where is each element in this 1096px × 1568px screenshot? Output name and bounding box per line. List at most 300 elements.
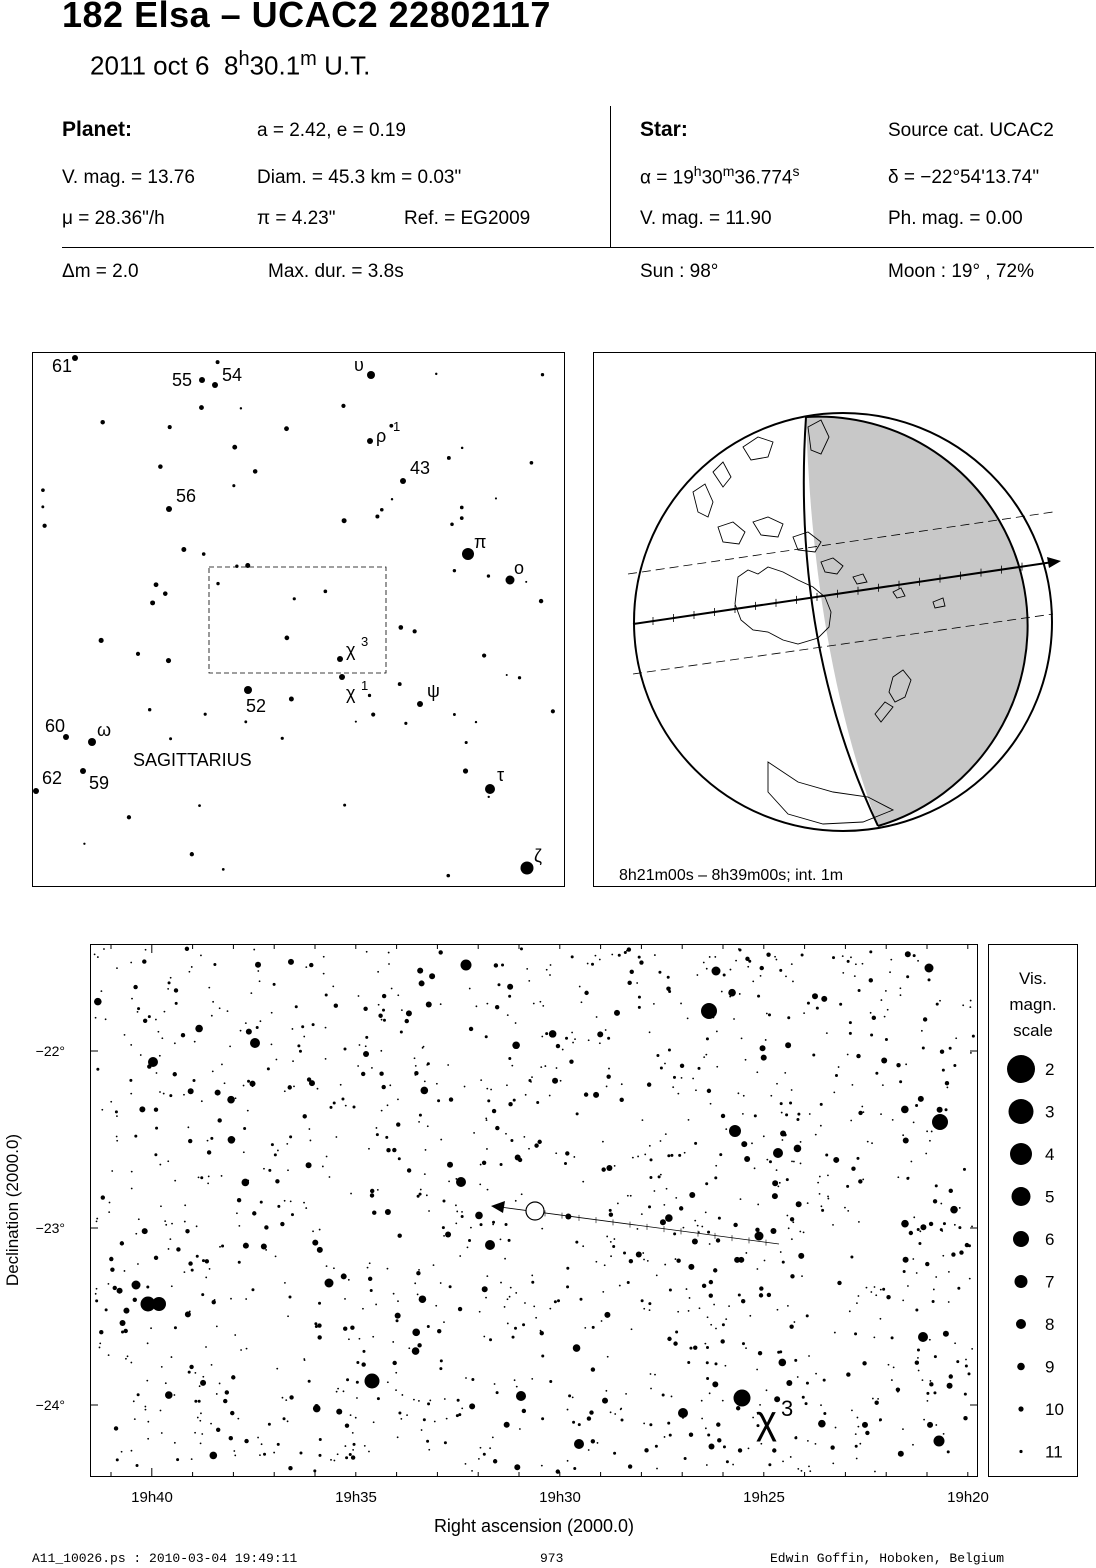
field-star: [497, 983, 500, 986]
field-star: [716, 1238, 720, 1242]
field-star: [480, 1447, 482, 1449]
field-star: [137, 1011, 139, 1013]
field-star: [176, 1458, 179, 1461]
field-star: [701, 1418, 703, 1420]
field-star: [677, 1311, 679, 1313]
field-star: [658, 1175, 661, 1178]
field-star: [851, 1409, 853, 1411]
field-star: [380, 1050, 382, 1052]
field-star: [913, 1216, 915, 1218]
scale-title-line1: Vis.: [1018, 969, 1048, 988]
field-star: [116, 1458, 119, 1461]
planet-vmag: V. mag. = 13.76: [62, 167, 195, 188]
field-star: [243, 1127, 246, 1130]
field-star: [414, 1282, 416, 1284]
field-star: [501, 964, 504, 967]
field-star: [109, 1257, 113, 1261]
field-star: [774, 956, 776, 958]
scale-dot: [1018, 1406, 1023, 1411]
field-star: [792, 981, 794, 983]
field-star: [440, 1359, 443, 1362]
scale-label: 11: [1045, 1442, 1063, 1462]
field-star: [899, 987, 901, 989]
field-star: [436, 1083, 438, 1085]
field-star: [604, 1312, 610, 1318]
field-star: [541, 1228, 543, 1230]
field-star: [929, 1140, 931, 1142]
field-star: [749, 1315, 751, 1317]
field-star: [174, 1442, 176, 1444]
field-star: [352, 1449, 354, 1451]
field-star: [121, 1330, 124, 1333]
field-star: [356, 1361, 359, 1364]
field-star: [288, 1085, 292, 1089]
field-star: [902, 1300, 904, 1302]
field-star: [344, 1047, 347, 1050]
field-star: [862, 963, 864, 965]
field-star: [835, 1427, 837, 1429]
field-star: [145, 1409, 147, 1411]
field-star: [915, 1104, 918, 1107]
field-star: [199, 1385, 201, 1387]
field-star: [288, 1295, 291, 1298]
field-star: [653, 1003, 655, 1005]
footer-file-info: A11_10026.ps : 2010-03-04 19:49:11: [32, 1551, 298, 1566]
field-star: [191, 1269, 194, 1272]
field-star: [188, 1088, 194, 1094]
field-star: [412, 1329, 420, 1337]
field-star: [361, 1362, 365, 1366]
finder-star-label: 61: [52, 356, 73, 376]
field-star: [456, 1414, 459, 1417]
field-star: [879, 1420, 881, 1422]
field-star: [908, 1177, 910, 1179]
field-star: [596, 1016, 598, 1018]
field-star: [301, 1025, 304, 1028]
field-star: [541, 1036, 543, 1038]
field-star: [803, 1231, 805, 1233]
field-star: [185, 1311, 191, 1317]
field-star: [423, 1418, 426, 1421]
field-star: [221, 1244, 224, 1247]
field-star: [747, 966, 749, 968]
field-star: [398, 1234, 402, 1238]
field-star: [213, 963, 216, 966]
field-star: [194, 1432, 196, 1434]
field-star: [754, 1114, 757, 1117]
field-star: [852, 1084, 854, 1086]
field-star: [476, 1005, 478, 1007]
field-star: [951, 1252, 955, 1256]
field-star: [803, 1012, 805, 1014]
field-star: [201, 1293, 204, 1296]
field-star: [334, 1004, 338, 1008]
field-star: [265, 1249, 267, 1251]
field-star: [658, 971, 661, 974]
field-star: [261, 1244, 267, 1250]
field-star: [893, 1366, 895, 1368]
field-star: [896, 1063, 900, 1067]
field-star: [520, 947, 523, 950]
field-star: [939, 1000, 941, 1002]
field-star: [159, 1055, 161, 1057]
field-star: [665, 1133, 667, 1135]
field-star: [240, 1030, 242, 1032]
field-star: [189, 971, 191, 973]
field-star: [442, 1226, 445, 1229]
field-star: [572, 1421, 575, 1424]
field-star: [540, 1066, 542, 1068]
field-star: [667, 1422, 670, 1425]
field-star: [181, 1033, 185, 1037]
field-star: [819, 1176, 821, 1178]
field-star: [309, 1080, 315, 1086]
field-star: [221, 1064, 223, 1066]
field-star: [613, 1452, 616, 1455]
field-star: [579, 986, 581, 988]
field-star: [954, 1342, 956, 1344]
field-star: [906, 975, 909, 978]
field-star: [406, 1010, 412, 1016]
field-star: [426, 1194, 428, 1196]
field-star: [312, 1230, 314, 1232]
field-star: [383, 1019, 386, 1022]
field-star: [134, 1135, 137, 1138]
field-star: [702, 1284, 706, 1288]
field-star: [755, 1232, 764, 1241]
field-star: [823, 1379, 826, 1382]
field-star: [789, 1324, 793, 1328]
field-star: [391, 988, 393, 990]
field-star: [546, 969, 548, 971]
field-star: [280, 1222, 284, 1226]
finder-star-label: 54: [222, 365, 243, 385]
field-star: [680, 1003, 682, 1005]
field-star: [623, 1251, 626, 1254]
field-star: [827, 1196, 829, 1198]
field-star: [479, 1184, 481, 1186]
field-star: [515, 1200, 517, 1202]
field-star: [595, 1261, 597, 1263]
field-star: [196, 1255, 199, 1258]
field-star: [419, 1295, 427, 1303]
field-star: [111, 1170, 113, 1172]
field-star: [642, 1252, 644, 1254]
field-star: [549, 1095, 551, 1097]
field-star: [183, 1094, 185, 1096]
field-star: [131, 1450, 133, 1452]
field-star: [627, 981, 631, 985]
field-star: [706, 1346, 709, 1349]
field-star: [609, 1209, 612, 1212]
field-star: [912, 1258, 914, 1260]
field-star: [445, 1232, 451, 1238]
field-star: [225, 1390, 229, 1394]
ra-tick-label: 19h35: [335, 1489, 377, 1506]
field-star: [370, 1193, 374, 1197]
field-star: [564, 1162, 567, 1165]
field-star: [521, 1193, 523, 1195]
field-star: [550, 964, 552, 966]
field-star: [346, 1378, 349, 1381]
field-star: [602, 1141, 604, 1143]
field-star: [614, 1413, 616, 1415]
field-star: [424, 1081, 426, 1083]
field-star: [318, 1302, 321, 1305]
field-star: [97, 956, 99, 958]
field-star: [648, 1302, 651, 1305]
field-star: [858, 1221, 860, 1223]
field-star: [625, 1393, 627, 1395]
magnitude-scale-svg: [988, 944, 1078, 1477]
time-minutes: 30.1: [249, 50, 301, 81]
field-star: [740, 1198, 742, 1200]
field-star: [388, 963, 390, 965]
field-star: [146, 1286, 149, 1289]
field-star: [650, 1158, 653, 1161]
field-star: [937, 1107, 943, 1113]
field-star: [675, 1330, 678, 1333]
star-vmag: V. mag. = 11.90: [640, 208, 772, 229]
field-star: [792, 1221, 794, 1223]
field-star: [905, 951, 911, 957]
field-star: [367, 1267, 369, 1269]
finder-star-label: 3: [361, 634, 369, 649]
field-star: [364, 1445, 366, 1447]
field-star: [772, 1193, 778, 1199]
field-star: [642, 1119, 644, 1121]
field-star: [147, 1438, 149, 1440]
field-star: [665, 1214, 673, 1222]
field-star: [636, 982, 638, 984]
field-star: [874, 1471, 876, 1473]
field-star: [362, 1350, 365, 1353]
field-star: [565, 1037, 568, 1040]
field-star: [274, 1153, 277, 1156]
field-star: [492, 1224, 494, 1226]
finder-star-label: o: [514, 558, 525, 578]
field-star: [745, 957, 749, 961]
field-star: [259, 980, 261, 982]
event-date: 2011 oct 6: [90, 50, 210, 81]
scale-dot: [1012, 1187, 1031, 1206]
field-star: [187, 1126, 189, 1128]
field-star: [676, 1259, 680, 1263]
field-star: [793, 1161, 795, 1163]
field-star: [449, 1097, 453, 1101]
field-star: [643, 1259, 645, 1261]
magnitude-drop: Δm = 2.0: [62, 261, 139, 282]
field-star: [427, 1125, 429, 1127]
field-star: [929, 1222, 933, 1226]
field-star: [630, 970, 634, 974]
field-star: [212, 1001, 214, 1003]
field-star: [473, 1132, 475, 1134]
field-star: [385, 1136, 388, 1139]
scale-title-line3: scale: [1013, 1021, 1053, 1040]
field-star: [455, 1178, 457, 1180]
y-axis-label: Declination (2000.0): [3, 1133, 22, 1287]
field-star: [518, 1466, 520, 1468]
field-star: [932, 1114, 948, 1130]
field-star: [790, 1456, 792, 1458]
field-star: [268, 1423, 271, 1426]
field-star: [791, 963, 793, 965]
field-star: [855, 963, 857, 965]
field-star: [510, 1139, 513, 1142]
field-star: [766, 1389, 768, 1391]
field-star: [397, 1098, 399, 1100]
field-star: [639, 960, 643, 964]
field-star: [617, 1203, 619, 1205]
field-star: [794, 1359, 797, 1362]
field-star: [650, 1388, 652, 1390]
field-star: [917, 1357, 919, 1359]
field-star: [378, 1004, 380, 1006]
field-star: [706, 1037, 709, 1040]
field-star: [706, 1464, 708, 1466]
field-star: [716, 1031, 718, 1033]
constellation-label: SAGITTARIUS: [133, 750, 252, 770]
field-star: [854, 975, 856, 977]
field-star: [607, 1356, 609, 1358]
field-star: [323, 973, 325, 975]
field-star: [971, 1226, 973, 1228]
field-star: [137, 1007, 140, 1010]
field-star: [471, 1378, 474, 1381]
field-star: [592, 1326, 595, 1329]
field-star: [304, 1359, 306, 1361]
field-star: [934, 1355, 937, 1358]
field-star: [926, 1392, 929, 1395]
field-star: [440, 1282, 442, 1284]
dec-tick-label: −24°: [35, 1397, 65, 1413]
field-star: [777, 1186, 779, 1188]
dec-tick-label: −23°: [35, 1220, 65, 1236]
field-star: [943, 1433, 945, 1435]
time-minutes-unit: m: [300, 48, 317, 70]
field-star: [684, 1152, 686, 1154]
field-star: [373, 1421, 375, 1423]
field-star: [611, 954, 613, 956]
field-star: [949, 1374, 953, 1378]
scale-dot: [1019, 1450, 1022, 1453]
field-star: [215, 1090, 221, 1096]
field-star: [705, 1182, 708, 1185]
field-star: [271, 1044, 273, 1046]
field-star: [963, 1416, 967, 1420]
field-star: [116, 1115, 118, 1117]
field-star: [257, 970, 259, 972]
field-star: [779, 1350, 782, 1353]
field-star: [687, 1017, 689, 1019]
field-star: [216, 1428, 220, 1432]
field-star: [787, 1016, 790, 1019]
field-star: [873, 1336, 875, 1338]
field-star: [849, 1021, 852, 1024]
field-star: [124, 1270, 126, 1272]
field-star: [844, 1207, 846, 1209]
scale-label: 2: [1045, 1060, 1055, 1079]
field-star: [370, 1289, 373, 1292]
field-star: [130, 1093, 132, 1095]
field-star: [721, 1114, 725, 1118]
field-star: [528, 1148, 530, 1150]
field-star: [728, 1305, 730, 1307]
field-star: [417, 1294, 419, 1296]
field-star: [508, 1239, 511, 1242]
field-star: [343, 1327, 347, 1331]
field-star: [197, 1417, 199, 1419]
field-star: [721, 991, 723, 993]
field-star: [188, 1261, 192, 1265]
field-star: [567, 1409, 569, 1411]
field-star: [292, 1028, 294, 1030]
field-star: [921, 1030, 923, 1032]
field-star: [482, 1286, 488, 1292]
field-star: [343, 1390, 345, 1392]
field-star: [869, 978, 873, 982]
field-star: [856, 1054, 860, 1058]
field-star: [649, 1309, 651, 1311]
field-star: [356, 1397, 358, 1399]
field-star: [504, 1306, 506, 1308]
field-star: [131, 998, 133, 1000]
field-star: [714, 1362, 717, 1365]
field-star: [681, 1077, 683, 1079]
field-star: [510, 1287, 512, 1289]
field-star: [631, 1328, 633, 1330]
field-star: [959, 1250, 963, 1254]
field-star: [398, 1157, 401, 1160]
field-star: [211, 1015, 213, 1017]
field-star: [277, 1443, 280, 1446]
field-star: [953, 1064, 956, 1067]
field-star: [105, 1018, 107, 1020]
field-star: [368, 1277, 372, 1281]
field-star: [859, 1443, 861, 1445]
field-star: [673, 1341, 677, 1345]
field-star: [649, 1031, 651, 1033]
field-star: [161, 1432, 163, 1434]
field-star: [756, 1071, 758, 1073]
field-star: [725, 1128, 727, 1130]
field-star: [507, 1014, 509, 1016]
field-star: [486, 1088, 488, 1090]
field-star: [573, 1467, 576, 1470]
field-star: [660, 1140, 662, 1142]
field-star: [337, 1453, 339, 1455]
field-star: [722, 1400, 724, 1402]
field-star: [969, 1006, 971, 1008]
finder-star-label: ρ: [376, 426, 387, 446]
field-star: [512, 1336, 515, 1339]
field-star: [719, 1153, 722, 1156]
field-star: [735, 960, 737, 962]
field-star: [704, 1343, 706, 1345]
field-star: [108, 1283, 110, 1285]
field-star: [125, 1358, 127, 1360]
field-star: [667, 976, 670, 979]
field-star: [536, 1101, 539, 1104]
field-star: [650, 1373, 652, 1375]
field-star: [207, 1182, 209, 1184]
field-star: [455, 1204, 457, 1206]
finder-star-label: χ: [346, 683, 356, 703]
field-star: [336, 1391, 338, 1393]
field-star: [756, 1268, 758, 1270]
scale-label: 10: [1045, 1400, 1064, 1419]
